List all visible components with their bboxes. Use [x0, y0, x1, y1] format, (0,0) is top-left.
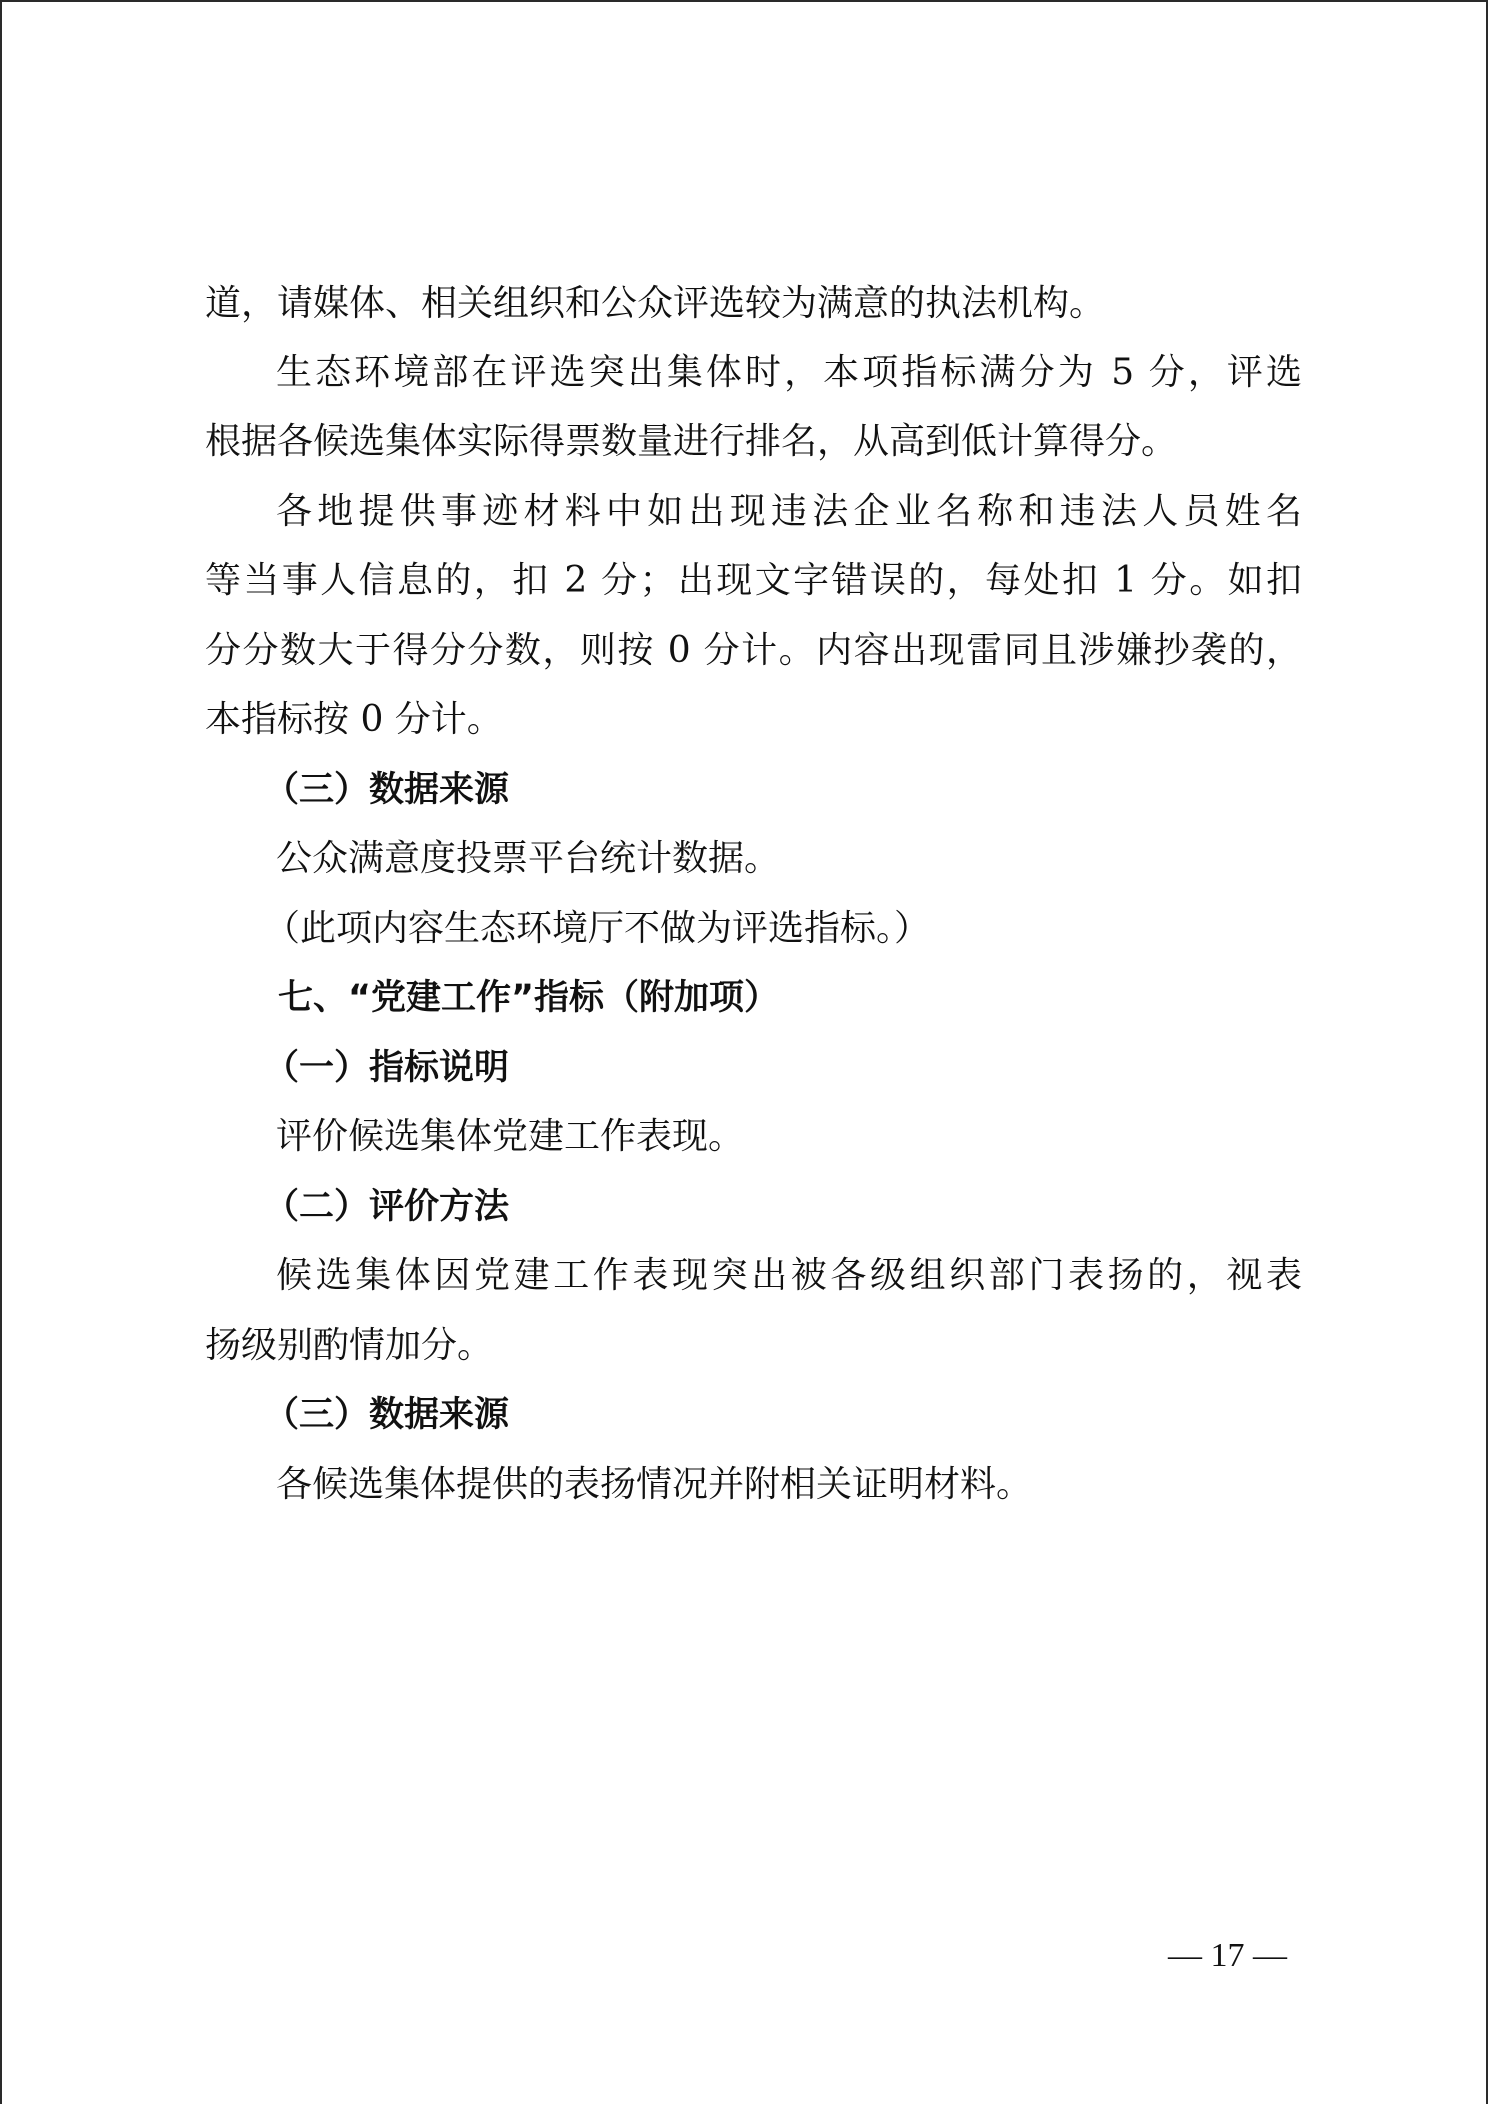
data-source-text: 公众满意度投票平台统计数据。 — [276, 838, 781, 879]
section-title: 七、“党建工作”指标（附加项） — [278, 978, 780, 1018]
body-text-line: 各地提供事迹材料中如出现违法企业名称和违法人员姓名 — [276, 491, 1302, 532]
subheading-data-source: （三）数据来源 — [264, 1395, 510, 1435]
eval-method-text: 扬级别酌情加分。 — [205, 1325, 494, 1366]
indicator-desc-text: 评价候选集体党建工作表现。 — [276, 1116, 745, 1157]
eval-method-text: 候选集体因党建工作表现突出被各级组织部门表扬的，视表 — [276, 1255, 1302, 1296]
body-text-line: 本指标按 0 分计。 — [205, 699, 503, 740]
body-text-line: 分分数大于得分分数，则按 0 分计。内容出现雷同且涉嫌抄袭的， — [205, 630, 1302, 671]
page-number: — 17 — — [1168, 1937, 1287, 1974]
data-source-text: 各候选集体提供的表扬情况并附相关证明材料。 — [276, 1464, 1033, 1505]
subheading-indicator-desc: （一）指标说明 — [264, 1048, 510, 1088]
note-text: （此项内容生态环境厅不做为评选指标。） — [264, 908, 931, 949]
subheading-eval-method: （二）评价方法 — [264, 1187, 510, 1227]
body-text-line: 等当事人信息的，扣 2 分；出现文字错误的，每处扣 1 分。如扣 — [205, 560, 1302, 601]
body-text-line: 生态环境部在评选突出集体时，本项指标满分为 5 分，评选 — [276, 352, 1302, 393]
subheading-data-source: （三）数据来源 — [264, 770, 510, 810]
body-text-line: 根据各候选集体实际得票数量进行排名，从高到低计算得分。 — [205, 421, 1178, 462]
body-text-line: 道，请媒体、相关组织和公众评选较为满意的执法机构。 — [205, 283, 1106, 324]
